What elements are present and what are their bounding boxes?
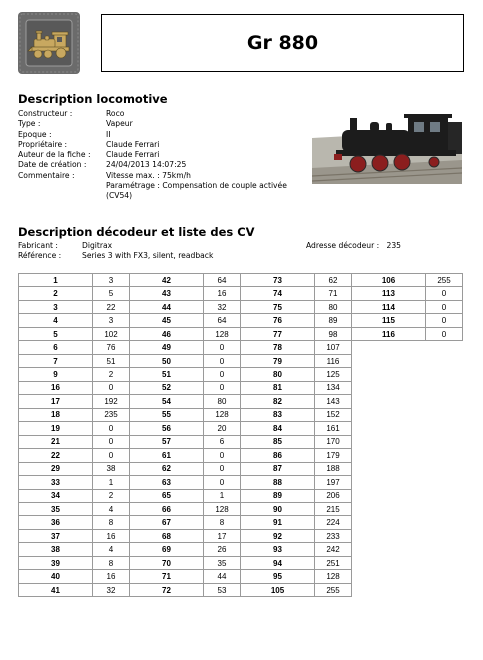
cv-value: 8 bbox=[93, 556, 130, 569]
cv-value: 64 bbox=[204, 314, 241, 327]
cv-number: 75 bbox=[241, 300, 315, 313]
cv-empty-cell bbox=[426, 422, 463, 435]
cv-number: 91 bbox=[241, 516, 315, 529]
cv-empty-cell bbox=[426, 529, 463, 542]
cv-empty-cell bbox=[426, 462, 463, 475]
cv-row bbox=[19, 449, 463, 462]
cv-value: 0 bbox=[93, 449, 130, 462]
cv-number: 74 bbox=[241, 287, 315, 300]
cv-value: 152 bbox=[315, 408, 352, 421]
cv-row bbox=[19, 529, 463, 542]
field-row-decoder-reference bbox=[18, 251, 282, 261]
cv-number: 33 bbox=[19, 476, 93, 489]
cv-number: 62 bbox=[130, 462, 204, 475]
cv-row bbox=[19, 300, 463, 313]
cv-value: 128 bbox=[204, 327, 241, 340]
comment-text bbox=[106, 171, 296, 202]
cv-value: 102 bbox=[93, 327, 130, 340]
field-row-decoder-maker bbox=[18, 241, 282, 251]
cv-empty-cell bbox=[426, 395, 463, 408]
cv-row bbox=[19, 354, 463, 367]
cv-number: 67 bbox=[130, 516, 204, 529]
address-label: Adresse décodeur : bbox=[306, 241, 380, 250]
cv-number: 66 bbox=[130, 502, 204, 515]
cv-value: 125 bbox=[315, 368, 352, 381]
cv-value: 0 bbox=[426, 327, 463, 340]
cv-table-body bbox=[19, 274, 463, 597]
cv-value: 179 bbox=[315, 449, 352, 462]
cv-row bbox=[19, 422, 463, 435]
cv-value: 62 bbox=[315, 274, 352, 287]
locomotive-heading: Description locomotive bbox=[18, 92, 168, 106]
cv-number: 88 bbox=[241, 476, 315, 489]
cv-number: 92 bbox=[241, 529, 315, 542]
cv-value: 20 bbox=[204, 422, 241, 435]
cv-number: 84 bbox=[241, 422, 315, 435]
cv-empty-cell bbox=[426, 368, 463, 381]
cv-number: 83 bbox=[241, 408, 315, 421]
cv-value: 0 bbox=[204, 341, 241, 354]
cv-value: 0 bbox=[93, 435, 130, 448]
cv-number: 16 bbox=[19, 381, 93, 394]
field-value: Claude Ferrari bbox=[106, 150, 160, 160]
cv-value: 242 bbox=[315, 543, 352, 556]
cv-number: 36 bbox=[19, 516, 93, 529]
cv-value: 0 bbox=[426, 314, 463, 327]
cv-number: 115 bbox=[352, 314, 426, 327]
cv-number: 54 bbox=[130, 395, 204, 408]
cv-value: 188 bbox=[315, 462, 352, 475]
cv-empty-cell bbox=[426, 381, 463, 394]
cv-empty-cell bbox=[352, 489, 426, 502]
cv-row bbox=[19, 381, 463, 394]
field-row-epoch bbox=[18, 130, 296, 140]
field-label: Date de création : bbox=[18, 160, 87, 170]
cv-number: 52 bbox=[130, 381, 204, 394]
cv-number: 87 bbox=[241, 462, 315, 475]
cv-row bbox=[19, 368, 463, 381]
cv-row bbox=[19, 502, 463, 515]
address-value: 235 bbox=[386, 241, 401, 250]
cv-number: 49 bbox=[130, 341, 204, 354]
cv-row bbox=[19, 516, 463, 529]
cv-number: 29 bbox=[19, 462, 93, 475]
field-row-owner bbox=[18, 140, 296, 150]
cv-empty-cell bbox=[426, 543, 463, 556]
cv-number: 72 bbox=[130, 583, 204, 596]
cv-value: 8 bbox=[204, 516, 241, 529]
cv-value: 128 bbox=[315, 570, 352, 583]
cv-value: 44 bbox=[204, 570, 241, 583]
locomotive-photo bbox=[312, 108, 462, 184]
cv-empty-cell bbox=[352, 543, 426, 556]
cv-number: 76 bbox=[241, 314, 315, 327]
cv-value: 0 bbox=[93, 381, 130, 394]
cv-number: 85 bbox=[241, 435, 315, 448]
cv-value: 6 bbox=[204, 435, 241, 448]
cv-number: 70 bbox=[130, 556, 204, 569]
cv-value: 143 bbox=[315, 395, 352, 408]
cv-value: 32 bbox=[204, 300, 241, 313]
cv-empty-cell bbox=[426, 583, 463, 596]
cv-value: 0 bbox=[426, 287, 463, 300]
cv-number: 63 bbox=[130, 476, 204, 489]
field-value: Roco bbox=[106, 109, 125, 118]
cv-empty-cell bbox=[352, 583, 426, 596]
cv-number: 56 bbox=[130, 422, 204, 435]
cv-value: 0 bbox=[204, 462, 241, 475]
cv-number: 38 bbox=[19, 543, 93, 556]
cv-value: 0 bbox=[204, 368, 241, 381]
cv-value: 80 bbox=[204, 395, 241, 408]
title-box bbox=[101, 14, 464, 72]
cv-empty-cell bbox=[352, 395, 426, 408]
cv-number: 4 bbox=[19, 314, 93, 327]
cv-empty-cell bbox=[352, 462, 426, 475]
field-label: Fabricant : bbox=[18, 241, 58, 250]
field-value: II bbox=[106, 129, 111, 139]
cv-value: 161 bbox=[315, 422, 352, 435]
cv-number: 71 bbox=[130, 570, 204, 583]
field-label: Constructeur : bbox=[18, 109, 73, 118]
cv-value: 4 bbox=[93, 543, 130, 556]
cv-value: 192 bbox=[93, 395, 130, 408]
cv-value: 0 bbox=[426, 300, 463, 313]
cv-value: 22 bbox=[93, 300, 130, 313]
cv-empty-cell bbox=[426, 341, 463, 354]
cv-row bbox=[19, 435, 463, 448]
cv-value: 3 bbox=[93, 274, 130, 287]
cv-number: 3 bbox=[19, 300, 93, 313]
cv-number: 65 bbox=[130, 489, 204, 502]
cv-row bbox=[19, 570, 463, 583]
cv-number: 90 bbox=[241, 502, 315, 515]
cv-value: 170 bbox=[315, 435, 352, 448]
field-value: Claude Ferrari bbox=[106, 139, 160, 149]
cv-number: 81 bbox=[241, 381, 315, 394]
cv-empty-cell bbox=[426, 516, 463, 529]
cv-value: 89 bbox=[315, 314, 352, 327]
cv-value: 8 bbox=[93, 516, 130, 529]
cv-value: 16 bbox=[204, 287, 241, 300]
cv-number: 113 bbox=[352, 287, 426, 300]
cv-empty-cell bbox=[352, 476, 426, 489]
cv-row bbox=[19, 341, 463, 354]
cv-number: 1 bbox=[19, 274, 93, 287]
cv-value: 16 bbox=[93, 529, 130, 542]
cv-number: 82 bbox=[241, 395, 315, 408]
field-label: Commentaire : bbox=[18, 170, 75, 180]
cv-value: 2 bbox=[93, 368, 130, 381]
cv-value: 255 bbox=[426, 274, 463, 287]
cv-empty-cell bbox=[426, 354, 463, 367]
cv-number: 34 bbox=[19, 489, 93, 502]
cv-number: 80 bbox=[241, 368, 315, 381]
cv-value: 3 bbox=[93, 314, 130, 327]
cv-number: 106 bbox=[352, 274, 426, 287]
cv-empty-cell bbox=[426, 449, 463, 462]
cv-empty-cell bbox=[426, 502, 463, 515]
field-label: Propriétaire : bbox=[18, 139, 68, 149]
cv-number: 42 bbox=[130, 274, 204, 287]
cv-number: 89 bbox=[241, 489, 315, 502]
cv-empty-cell bbox=[426, 408, 463, 421]
cv-empty-cell bbox=[352, 556, 426, 569]
comment-line: (CV54) bbox=[106, 191, 133, 201]
field-row-type bbox=[18, 119, 296, 129]
cv-number: 43 bbox=[130, 287, 204, 300]
cv-row bbox=[19, 287, 463, 300]
cv-number: 57 bbox=[130, 435, 204, 448]
decoder-address bbox=[306, 241, 401, 250]
cv-number: 45 bbox=[130, 314, 204, 327]
decoder-details bbox=[18, 241, 282, 262]
cv-value: 0 bbox=[204, 354, 241, 367]
cv-number: 95 bbox=[241, 570, 315, 583]
cv-row bbox=[19, 489, 463, 502]
cv-value: 32 bbox=[93, 583, 130, 596]
cv-row bbox=[19, 314, 463, 327]
cv-value: 134 bbox=[315, 381, 352, 394]
cv-value: 128 bbox=[204, 408, 241, 421]
field-label: Référence : bbox=[18, 251, 62, 261]
cv-value: 0 bbox=[93, 422, 130, 435]
cv-number: 116 bbox=[352, 327, 426, 340]
cv-value: 251 bbox=[315, 556, 352, 569]
field-row-author bbox=[18, 150, 296, 160]
cv-number: 21 bbox=[19, 435, 93, 448]
cv-number: 6 bbox=[19, 341, 93, 354]
field-value: Series 3 with FX3, silent, readback bbox=[82, 251, 214, 261]
cv-number: 93 bbox=[241, 543, 315, 556]
locomotive-details bbox=[18, 109, 296, 202]
cv-number: 51 bbox=[130, 368, 204, 381]
cv-value: 235 bbox=[93, 408, 130, 421]
cv-number: 55 bbox=[130, 408, 204, 421]
cv-number: 105 bbox=[241, 583, 315, 596]
field-label: Epoque : bbox=[18, 129, 52, 139]
cv-value: 255 bbox=[315, 583, 352, 596]
cv-value: 53 bbox=[204, 583, 241, 596]
cv-number: 41 bbox=[19, 583, 93, 596]
cv-number: 68 bbox=[130, 529, 204, 542]
cv-value: 224 bbox=[315, 516, 352, 529]
cv-value: 5 bbox=[93, 287, 130, 300]
cv-empty-cell bbox=[352, 529, 426, 542]
cv-value: 128 bbox=[204, 502, 241, 515]
comment-line: Paramétrage : Compensation de couple activée bbox=[106, 181, 287, 191]
cv-number: 2 bbox=[19, 287, 93, 300]
cv-number: 69 bbox=[130, 543, 204, 556]
cv-row bbox=[19, 543, 463, 556]
cv-empty-cell bbox=[426, 476, 463, 489]
cv-value: 51 bbox=[93, 354, 130, 367]
field-label: Auteur de la fiche : bbox=[18, 150, 91, 160]
cv-number: 9 bbox=[19, 368, 93, 381]
field-row-created bbox=[18, 160, 296, 170]
cv-number: 40 bbox=[19, 570, 93, 583]
field-row-manufacturer bbox=[18, 109, 296, 119]
cv-empty-cell bbox=[352, 422, 426, 435]
cv-value: 0 bbox=[204, 476, 241, 489]
cv-empty-cell bbox=[352, 435, 426, 448]
cv-number: 114 bbox=[352, 300, 426, 313]
field-value: Digitrax bbox=[82, 241, 113, 250]
cv-row bbox=[19, 583, 463, 596]
cv-number: 37 bbox=[19, 529, 93, 542]
cv-number: 39 bbox=[19, 556, 93, 569]
cv-row bbox=[19, 556, 463, 569]
cv-number: 86 bbox=[241, 449, 315, 462]
comment-line: Vitesse max. : 75km/h bbox=[106, 170, 191, 180]
cv-row bbox=[19, 462, 463, 475]
cv-empty-cell bbox=[352, 516, 426, 529]
cv-empty-cell bbox=[426, 435, 463, 448]
cv-row bbox=[19, 476, 463, 489]
cv-number: 78 bbox=[241, 341, 315, 354]
cv-number: 44 bbox=[130, 300, 204, 313]
cv-value: 35 bbox=[204, 556, 241, 569]
cv-empty-cell bbox=[352, 368, 426, 381]
page-title: Gr 880 bbox=[246, 32, 319, 54]
cv-number: 19 bbox=[19, 422, 93, 435]
cv-number: 61 bbox=[130, 449, 204, 462]
cv-value: 0 bbox=[204, 381, 241, 394]
cv-value: 64 bbox=[204, 274, 241, 287]
cv-value: 26 bbox=[204, 543, 241, 556]
cv-number: 5 bbox=[19, 327, 93, 340]
cv-value: 107 bbox=[315, 341, 352, 354]
cv-value: 98 bbox=[315, 327, 352, 340]
field-value: Vapeur bbox=[106, 119, 133, 129]
cv-empty-cell bbox=[352, 449, 426, 462]
cv-value: 1 bbox=[93, 476, 130, 489]
cv-value: 16 bbox=[93, 570, 130, 583]
cv-empty-cell bbox=[352, 502, 426, 515]
cv-value: 233 bbox=[315, 529, 352, 542]
cv-number: 7 bbox=[19, 354, 93, 367]
cv-value: 2 bbox=[93, 489, 130, 502]
cv-row bbox=[19, 395, 463, 408]
cv-empty-cell bbox=[426, 489, 463, 502]
cv-empty-cell bbox=[352, 354, 426, 367]
cv-value: 206 bbox=[315, 489, 352, 502]
cv-number: 18 bbox=[19, 408, 93, 421]
cv-table bbox=[18, 273, 463, 597]
cv-row bbox=[19, 274, 463, 287]
field-row-comment bbox=[18, 171, 296, 202]
cv-number: 79 bbox=[241, 354, 315, 367]
cv-row bbox=[19, 408, 463, 421]
cv-value: 1 bbox=[204, 489, 241, 502]
cv-value: 215 bbox=[315, 502, 352, 515]
cv-empty-cell bbox=[352, 381, 426, 394]
cv-empty-cell bbox=[352, 341, 426, 354]
cv-number: 77 bbox=[241, 327, 315, 340]
cv-value: 116 bbox=[315, 354, 352, 367]
app-logo bbox=[18, 12, 80, 74]
cv-value: 0 bbox=[204, 449, 241, 462]
cv-value: 38 bbox=[93, 462, 130, 475]
decoder-heading: Description décodeur et liste des CV bbox=[18, 225, 255, 239]
cv-value: 80 bbox=[315, 300, 352, 313]
cv-value: 76 bbox=[93, 341, 130, 354]
cv-number: 50 bbox=[130, 354, 204, 367]
cv-empty-cell bbox=[426, 570, 463, 583]
cv-number: 73 bbox=[241, 274, 315, 287]
cv-value: 4 bbox=[93, 502, 130, 515]
cv-number: 17 bbox=[19, 395, 93, 408]
cv-number: 22 bbox=[19, 449, 93, 462]
cv-row bbox=[19, 327, 463, 340]
field-value: 24/04/2013 14:07:25 bbox=[106, 160, 187, 170]
cv-number: 94 bbox=[241, 556, 315, 569]
cv-number: 46 bbox=[130, 327, 204, 340]
cv-empty-cell bbox=[352, 570, 426, 583]
cv-number: 35 bbox=[19, 502, 93, 515]
cv-value: 17 bbox=[204, 529, 241, 542]
cv-empty-cell bbox=[352, 408, 426, 421]
field-label: Type : bbox=[18, 119, 41, 129]
cv-empty-cell bbox=[426, 556, 463, 569]
cv-value: 197 bbox=[315, 476, 352, 489]
cv-value: 71 bbox=[315, 287, 352, 300]
